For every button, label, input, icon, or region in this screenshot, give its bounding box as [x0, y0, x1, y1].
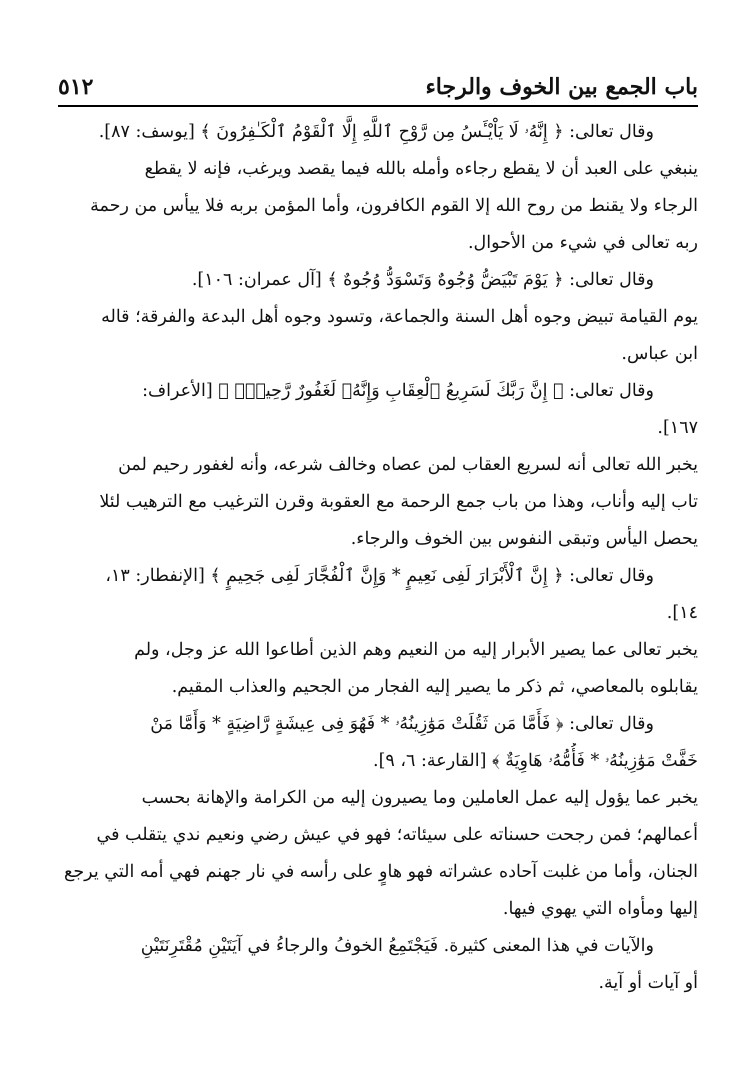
paragraph-line: الرجاء ولا يقنط من روح الله إلا القوم الكافرون، وأما المؤمن بربه فلا ييأس من رحمة	[90, 196, 698, 216]
continuation-line: أو آيات أو آية.	[598, 973, 698, 993]
paragraph-line: الجنان، وأما من غلبت آحاده عشراته فهو هاوٍ على رأسه في نار جهنم فهي أمه التي يرجع	[64, 862, 698, 882]
verse-line: وقال تعالى: ﴿ إِنَّ رَبَّكَ لَسَرِيعُ ٱلْعِقَابِ وَإِنَّهُۥ لَغَفُورٌ رَّحِيمٌۢ ﴾ [الأعراف:	[142, 381, 654, 401]
page-number: ٥١٢	[58, 74, 94, 100]
continuation-line: ١٦٧].	[657, 418, 698, 438]
verse-line: وقال تعالى: ﴿ يَوْمَ تَبْيَضُّ وُجُوهٌ وَتَسْوَدُّ وُجُوهٌ ﴾ [آل عمران: ١٠٦].	[191, 270, 654, 290]
paragraph-line: يوم القيامة تبيض وجوه أهل السنة والجماعة، وتسود وجوه أهل البدعة والفرقة؛ قاله	[101, 307, 698, 327]
paragraph-line: ابن عباس.	[621, 344, 698, 364]
header-divider	[58, 105, 698, 107]
verse-line: والآيات في هذا المعنى كثيرة. فَيَجْتَمِعُ الخوفُ والرجاءُ في آيَتَيْنِ مُقْتَرِنَتَيْنِ	[140, 936, 654, 956]
paragraph-line: أعمالهم؛ فمن رجحت حسناته على سيئاته؛ فهو في عيش رضي ونعيم ندي يتقلب في	[96, 825, 698, 845]
paragraph-line: يخبر الله تعالى أنه لسريع العقاب لمن عصاه وخالف شرعه، وأنه لغفور رحيم لمن	[118, 455, 698, 475]
chapter-title: باب الجمع بين الخوف والرجاء	[425, 74, 698, 100]
continuation-line: خَفَّتْ مَوَٰزِينُهُۥ * فَأُمُّهُۥ هَاوِيَةٌ ﴾ [القارعة: ٦، ٩].	[373, 751, 698, 771]
paragraph-line: ينبغي على العبد أن لا يقطع رجاءه وأمله بالله فيما يقصد ويرغب، فإنه لا يقطع	[144, 159, 698, 179]
paragraph-line: ربه تعالى في شيء من الأحوال.	[467, 233, 698, 253]
continuation-line: ١٤].	[666, 603, 698, 623]
paragraph-line: إليها ومأواه التي يهوي فيها.	[502, 899, 698, 919]
verse-line: وقال تعالى: ﴿ فَأَمَّا مَن ثَقُلَتْ مَوَٰزِينُهُۥ * فَهُوَ فِى عِيشَةٍ رَّاضِيَةٍ * وَأَمَّا مَنْ	[150, 714, 654, 734]
page-header	[58, 66, 698, 100]
verse-line: وقال تعالى: ﴿ إِنَّهُۥ لَا يَاْيْـَٔسُ مِن رَّوْحِ ٱللَّهِ إِلَّا ٱلْقَوْمُ ٱلْكَـٰفِرُونَ ﴾ [يوسف: ٨٧].	[98, 122, 654, 142]
paragraph-line: تاب إليه وأناب، وهذا من باب جمع الرحمة مع العقوبة وقرن الترغيب مع الترهيب لئلا	[99, 492, 698, 512]
paragraph-line: يخبر عما يؤول إليه عمل العاملين وما يصيرون إليه من الكرامة والإهانة بحسب	[141, 788, 698, 808]
paragraph-line: يقابلوه بالمعاصي، ثم ذكر ما يصير إليه الفجار من الجحيم والعذاب المقيم.	[171, 677, 698, 697]
paragraph-line: يحصل اليأس وتبقى النفوس بين الخوف والرجاء.	[350, 529, 698, 549]
paragraph-line: يخبر تعالى عما يصير الأبرار إليه من النعيم وهم الذين أطاعوا الله عز وجل، ولم	[134, 640, 698, 660]
body-text	[58, 114, 698, 1002]
verse-line: وقال تعالى: ﴿ إِنَّ ٱلْأَبْرَارَ لَفِى نَعِيمٍ * وَإِنَّ ٱلْفُجَّارَ لَفِى جَحِيمٍ ﴾ [الإنفطار: ١٣،	[105, 566, 654, 586]
